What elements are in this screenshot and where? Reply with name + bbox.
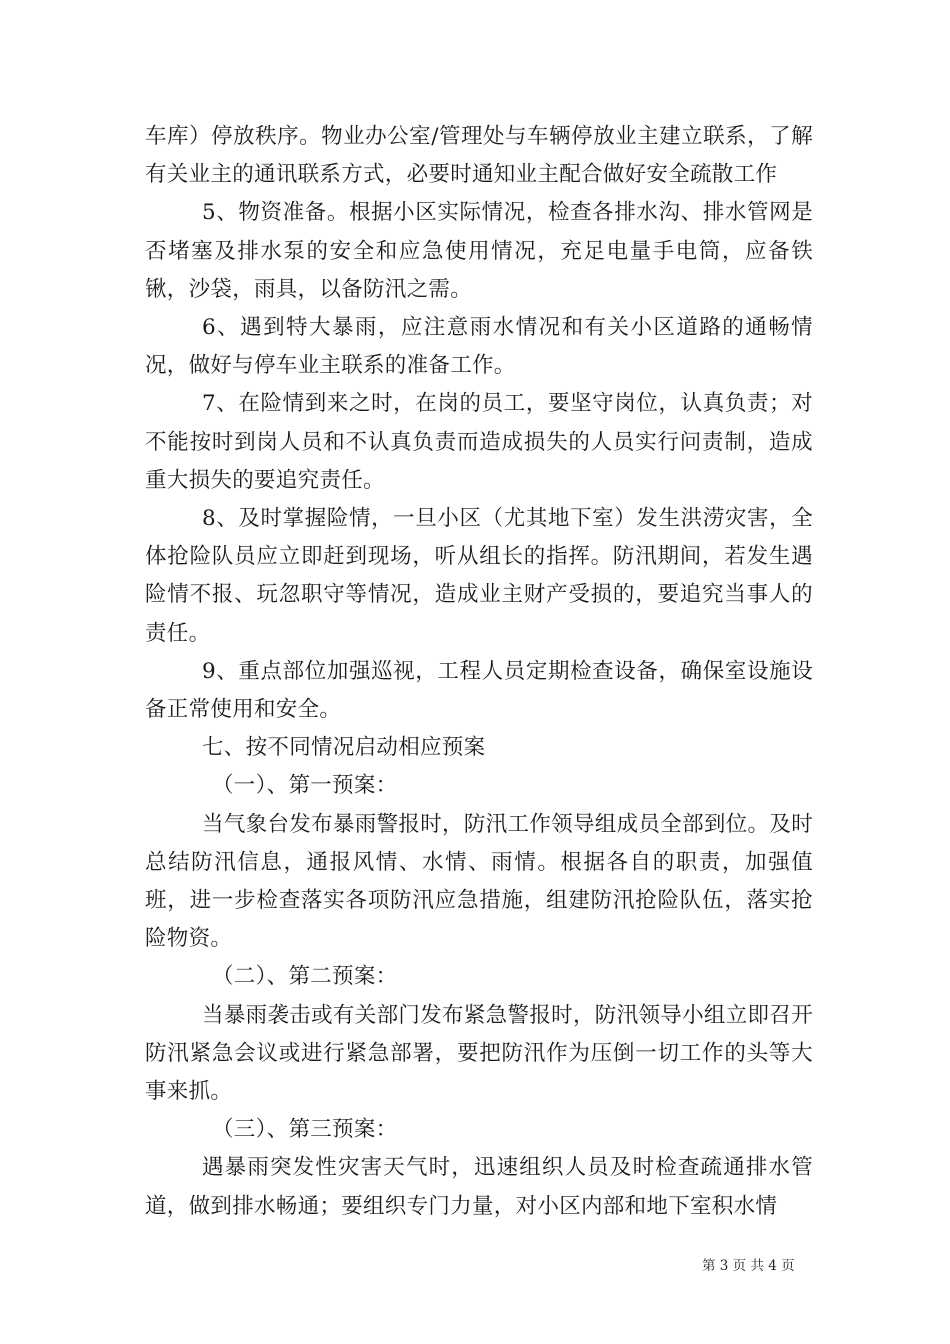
paragraph-item-5: 5、物资准备。根据小区实际情况，检查各排水沟、排水管网是否堵塞及排水泵的安全和应急使用情况，充足电量手电筒，应备铁锹，沙袋，雨具，以备防汛之需。 — [145, 200, 813, 302]
paragraph-item-9: 9、重点部位加强巡视，工程人员定期检查设备，确保室设施设备正常使用和安全。 — [145, 658, 813, 723]
page-number-footer: 第 3 页 共 4 页 — [702, 1258, 795, 1274]
paragraph-item-7: 7、在险情到来之时，在岗的员工，要坚守岗位，认真负责；对不能按时到岗人员和不认真负责而造成损失的人员实行问责制，造成重大损失的要追究责任。 — [145, 391, 813, 493]
section-heading-7: 七、按不同情况启动相应预案 — [202, 735, 486, 761]
document-body — [145, 118, 813, 1226]
paragraph-plan-2: 当暴雨袭击或有关部门发布紧急警报时，防汛领导小组立即召开防汛紧急会议或进行紧急部署，要把防汛作为压倒一切工作的头等大事来抓。 — [145, 1002, 813, 1105]
subheading-plan-1: （一）、第一预案： — [212, 773, 398, 799]
subheading-plan-3: （三）、第三预案： — [212, 1117, 398, 1143]
paragraph-plan-3: 遇暴雨突发性灾害天气时，迅速组织人员及时检查疏通排水管道，做到排水畅通；要组织专门力量，对小区内部和地下室积水情 — [145, 1155, 813, 1219]
paragraph-item-8: 8、及时掌握险情，一旦小区（尤其地下室）发生洪涝灾害，全体抢险队员应立即赶到现场，听从组长的指挥。防汛期间，若发生遇险情不报、玩忽职守等情况，造成业主财产受损的，要追究当事人的责任。 — [145, 506, 813, 646]
paragraph-item-6: 6、遇到特大暴雨，应注意雨水情况和有关小区道路的通畅情况，做好与停车业主联系的准备工作。 — [145, 315, 813, 379]
paragraph-plan-1: 当气象台发布暴雨警报时，防汛工作领导组成员全部到位。及时总结防汛信息，通报风情、水情、雨情。根据各自的职责，加强值班，进一步检查落实各项防汛应急措施，组建防汛抢险队伍，落实抢险物资。 — [145, 811, 813, 952]
subheading-plan-2: （二）、第二预案： — [212, 964, 398, 990]
paragraph-continued: 车库）停放秩序。物业办公室/管理处与车辆停放业主建立联系，了解有关业主的通讯联系方式，必要时通知业主配合做好安全疏散工作 — [145, 124, 813, 188]
